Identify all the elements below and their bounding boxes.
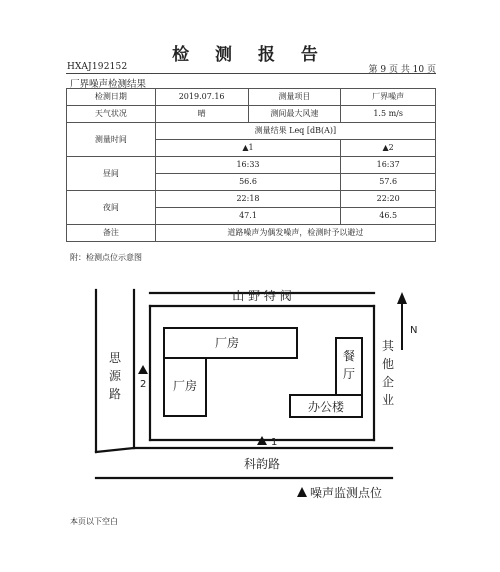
result-header: 测量结果 Leq [dB(A)] [155,123,435,140]
section-title: 厂界噪声检测结果 [70,79,147,90]
building-factory-a-label: 厂房 [214,336,240,350]
item-value: 厂界噪声 [341,89,436,106]
wind-label: 测间最大风速 [248,106,341,123]
monitoring-point-1-label: 1 [271,437,278,448]
point1-header: ▲1 [155,140,341,157]
day-value1: 56.6 [155,174,341,191]
day-label: 昼间 [67,157,156,191]
legend-marker [297,487,307,497]
building-factory-b-label: 厂房 [172,379,198,393]
night-label: 夜间 [67,191,156,225]
night-value2: 46.5 [341,208,436,225]
weather-value: 晴 [155,106,248,123]
office-label: 办公楼 [307,400,345,414]
wind-value: 1.5 m/s [341,106,436,123]
road-label-left-3: 路 [108,387,122,401]
road-label-left-2: 源 [108,369,122,383]
legend-label: 噪声监测点位 [310,486,383,500]
item-label: 测量项目 [248,89,341,106]
weather-label: 天气状况 [67,106,156,123]
remark-value: 道路噪声为偶发噪声，检测时予以避过 [155,225,435,242]
canteen-label-1: 餐 [342,349,356,363]
time-label: 测量时间 [67,123,156,157]
footer-note: 本页以下空白 [70,517,118,526]
night-time2: 22:20 [341,191,436,208]
north-arrow-icon [397,292,407,350]
document-number: HXAJ192152 [67,62,128,72]
neighbor-label-2: 他 [381,357,395,371]
attachment-label: 附：检测点位示意图 [70,253,142,262]
neighbor-label-1: 其 [381,339,395,353]
road-label-bottom: 科韵路 [243,457,281,471]
point2-header: ▲2 [341,140,436,157]
monitoring-point-2-marker [138,365,148,374]
canteen-label-2: 厅 [342,367,356,381]
date-label: 检测日期 [67,89,156,106]
road-corner [96,448,134,452]
night-time1: 22:18 [155,191,341,208]
north-label: N [410,325,418,336]
report-title: 检 测 报 告 [172,45,328,65]
monitoring-point-2-label: 2 [140,379,147,390]
road-label-left-1: 思 [108,351,122,365]
neighbor-label-4: 业 [381,393,395,407]
night-value1: 47.1 [155,208,341,225]
day-value2: 57.6 [341,174,436,191]
remark-label: 备注 [67,225,156,242]
date-value: 2019.07.16 [155,89,248,106]
day-time1: 16:33 [155,157,341,174]
day-time2: 16:37 [341,157,436,174]
road-label-top: 山 野 特 阀 [232,289,292,303]
neighbor-label-3: 企 [381,375,395,389]
page-info: 第 9 页 共 10 页 [368,65,436,75]
